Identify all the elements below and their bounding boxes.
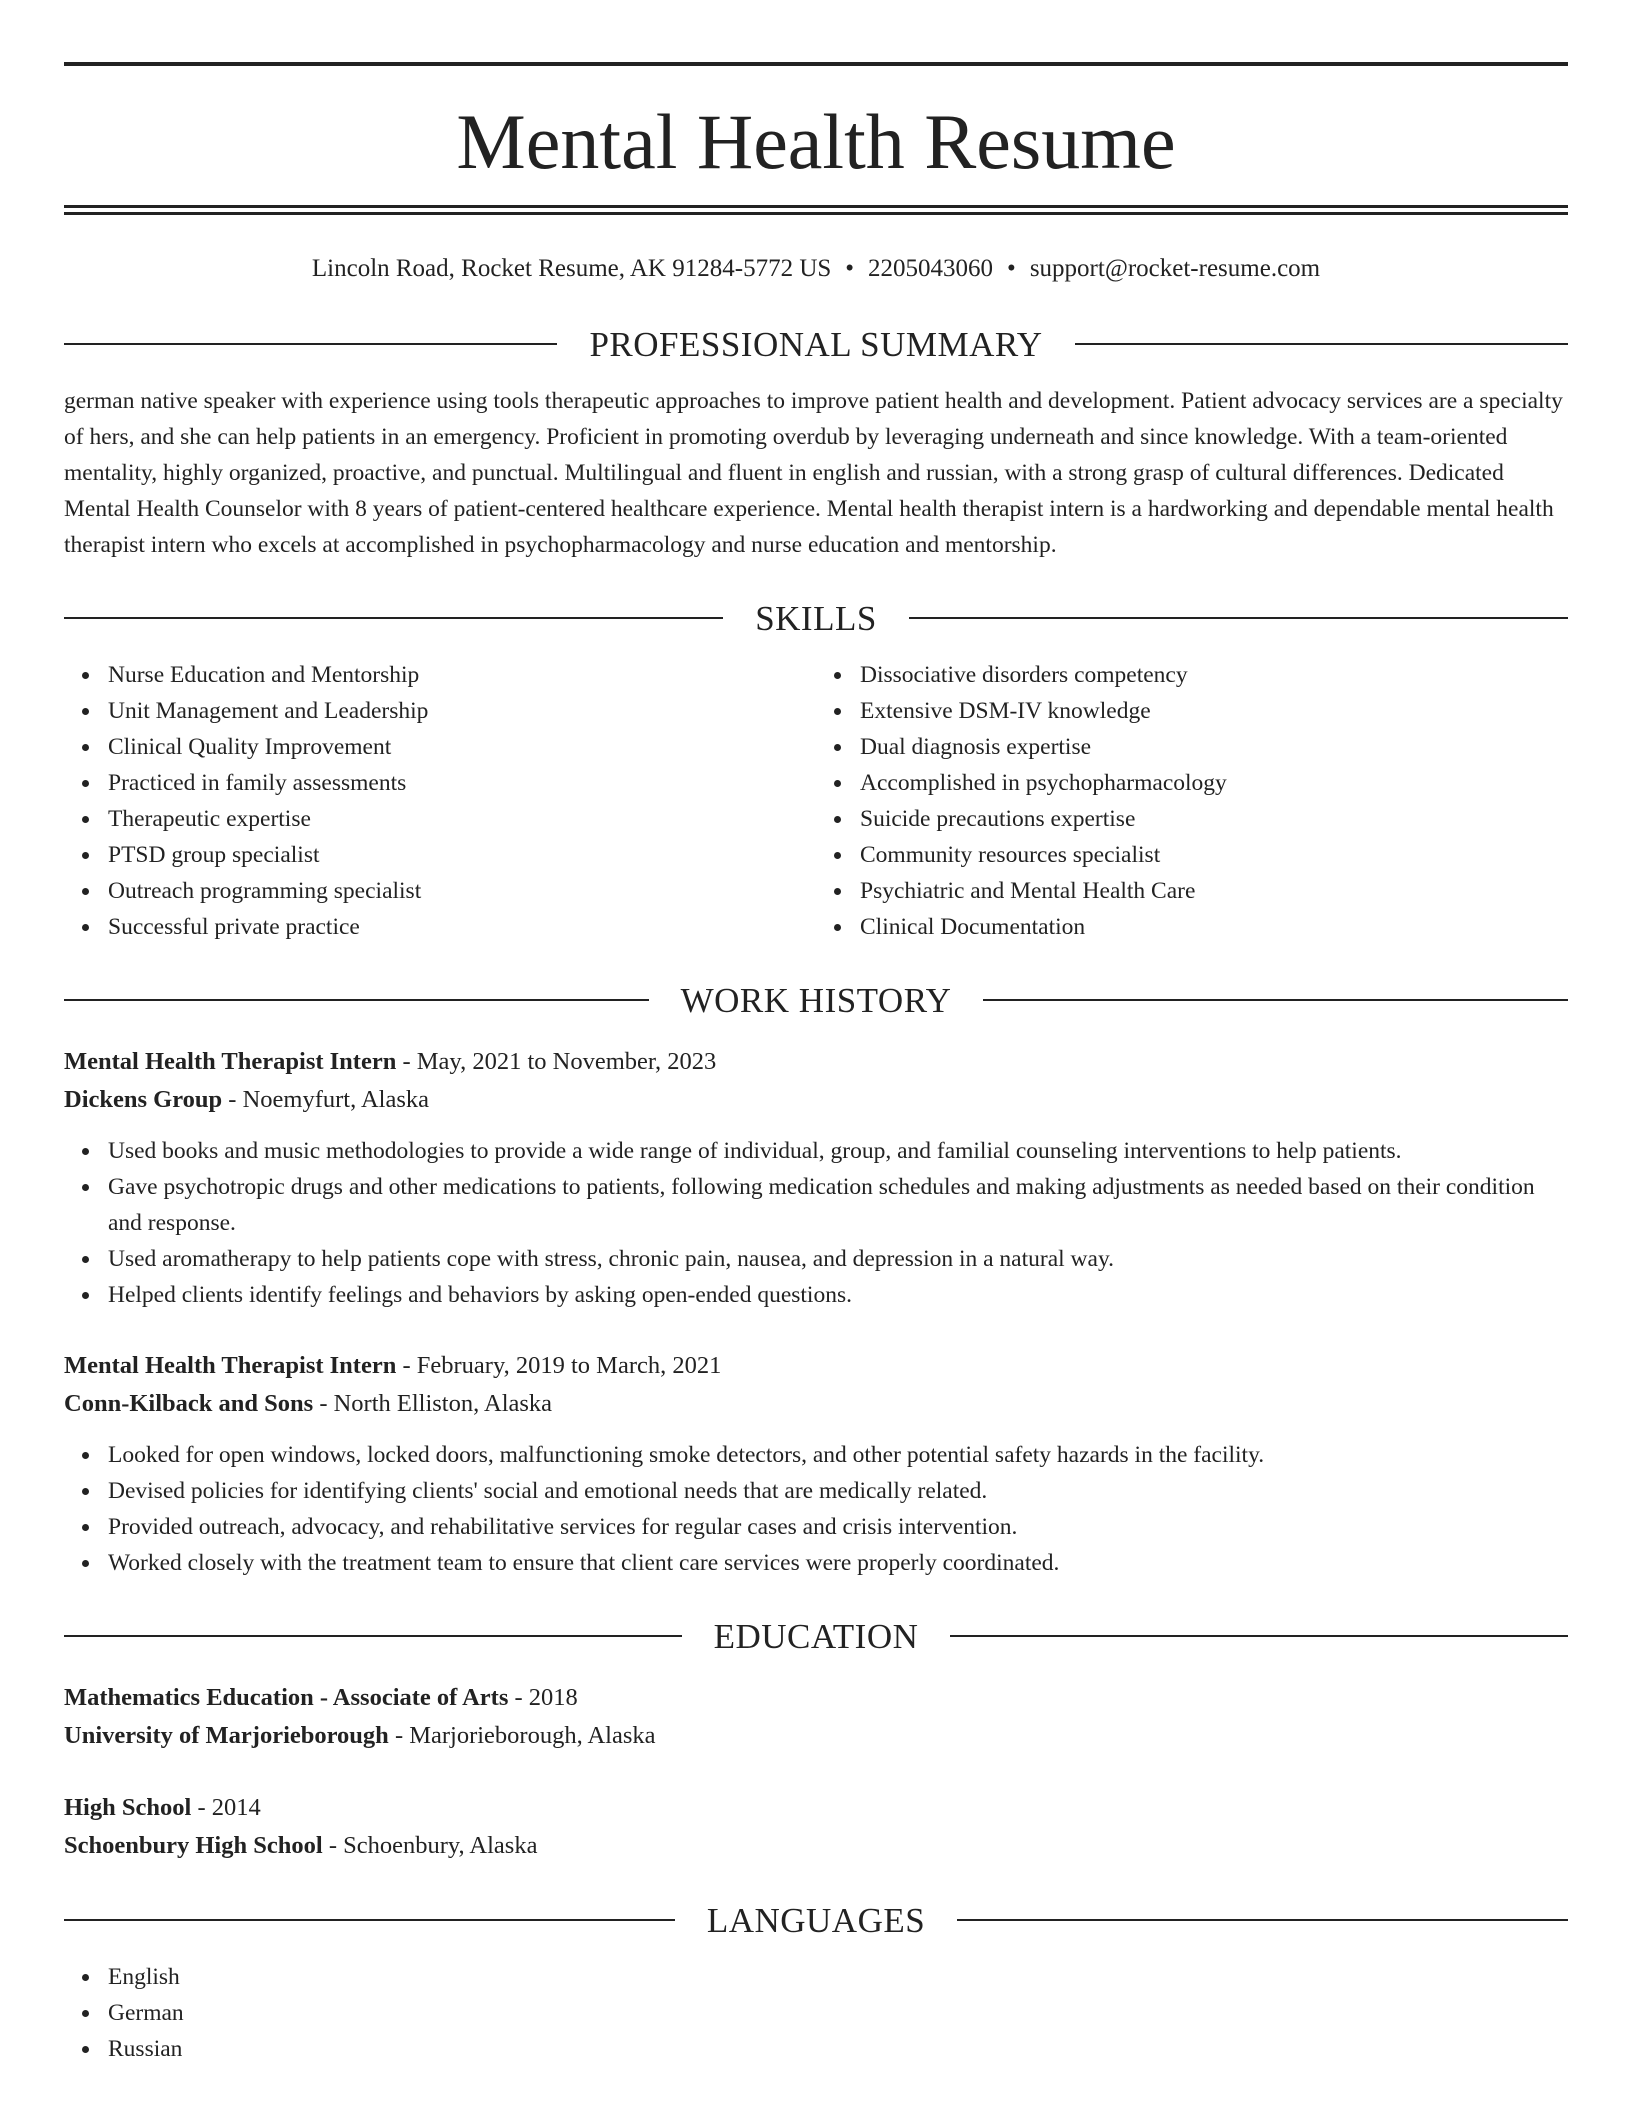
job-bullet: Provided outreach, advocacy, and rehabilitative services for regular cases and crisis intervention. <box>108 1509 1568 1545</box>
education-location: - Marjorieborough, Alaska <box>388 1722 656 1749</box>
skill-item: Practiced in family assessments <box>108 765 816 801</box>
heading-rule <box>64 1635 682 1637</box>
education-school-line <box>64 1717 1568 1755</box>
languages-list <box>64 1959 1568 2067</box>
heading-rule <box>909 617 1568 619</box>
education-location: - Schoenbury, Alaska <box>322 1832 538 1859</box>
skill-item: Community resources specialist <box>860 837 1568 873</box>
top-rule <box>64 62 1568 66</box>
education-school: University of Marjorieborough <box>64 1722 389 1749</box>
education-degree: High School <box>64 1794 192 1821</box>
section-heading-skills <box>64 593 1568 643</box>
section-heading-languages <box>64 1895 1568 1945</box>
job-bullet: Looked for open windows, locked doors, malfunctioning smoke detectors, and other potential safety hazards in the facility. <box>108 1437 1568 1473</box>
job-title: Mental Health Therapist Intern <box>64 1048 397 1075</box>
skill-item: Dissociative disorders competency <box>860 657 1568 693</box>
language-item: English <box>108 1959 1568 1995</box>
skill-item: Unit Management and Leadership <box>108 693 816 729</box>
summary-text: german native speaker with experience using tools therapeutic approaches to improve patient health and development. Patient advocacy services are a specialty of hers, and she can help patients in an emergency. Proficient in promoting overdub by leveraging underneath and since knowledge. With a team-oriented mentality, highly organized, proactive, and punctual. Multilingual and fluent in english and russian, with a strong grasp of cultural differences. Dedicated Mental Health Counselor with 8 years of patient-centered healthcare experience. Mental health therapist intern is a hardworking and dependable mental health therapist intern who excels at accomplished in psychopharmacology and nurse education and mentorship. <box>64 388 1563 558</box>
job-location: - North Elliston, Alaska <box>313 1390 553 1417</box>
skills-list <box>64 657 1568 945</box>
title-double-rule <box>64 205 1568 215</box>
job-bullet: Worked closely with the treatment team to ensure that client care services were properly coordinated. <box>108 1545 1568 1581</box>
job-bullet: Gave psychotropic drugs and other medications to patients, following medication schedules and making adjustments as needed based on their condition and response. <box>108 1169 1568 1241</box>
education-school: Schoenbury High School <box>64 1832 323 1859</box>
language-item: Russian <box>108 2031 1568 2067</box>
job-location: - Noemyfurt, Alaska <box>222 1086 429 1113</box>
skill-item: Extensive DSM-IV knowledge <box>860 693 1568 729</box>
job-entry <box>64 1347 1568 1581</box>
heading-rule <box>983 999 1568 1001</box>
contact-email: support@rocket-resume.com <box>1029 255 1321 282</box>
job-bullets <box>64 1437 1568 1581</box>
job-company: Conn-Kilback and Sons <box>64 1390 314 1417</box>
resume-page <box>64 0 1568 2067</box>
job-title: Mental Health Therapist Intern <box>64 1352 397 1379</box>
section-heading-work <box>64 975 1568 1025</box>
contact-address: Lincoln Road, Rocket Resume, AK 91284-5772 US <box>311 255 832 282</box>
heading-rule <box>1075 343 1568 345</box>
job-bullets <box>64 1133 1568 1313</box>
language-item: German <box>108 1995 1568 2031</box>
section-heading-education <box>64 1611 1568 1661</box>
section-title: PROFESSIONAL SUMMARY <box>589 324 1043 364</box>
job-bullet: Used aromatherapy to help patients cope with stress, chronic pain, nausea, and depression in a natural way. <box>108 1241 1568 1277</box>
section-heading-summary <box>64 319 1568 369</box>
skill-item: Therapeutic expertise <box>108 801 816 837</box>
skill-item: Dual diagnosis expertise <box>860 729 1568 765</box>
education-degree-line <box>64 1679 1568 1717</box>
heading-rule <box>64 1919 675 1921</box>
contact-phone: 2205043060 <box>868 255 994 282</box>
job-bullet: Helped clients identify feelings and behaviors by asking open-ended questions. <box>108 1277 1568 1313</box>
education-entry <box>64 1789 1568 1865</box>
education-year: - 2018 <box>508 1684 578 1711</box>
skill-item: Psychiatric and Mental Health Care <box>860 873 1568 909</box>
section-title: LANGUAGES <box>706 1900 926 1940</box>
skill-item: Clinical Quality Improvement <box>108 729 816 765</box>
heading-rule <box>64 617 723 619</box>
section-title: SKILLS <box>755 598 877 638</box>
job-title-line <box>64 1043 1568 1081</box>
education-degree: Mathematics Education - Associate of Arts <box>64 1684 509 1711</box>
heading-rule <box>957 1919 1568 1921</box>
section-title: WORK HISTORY <box>680 980 952 1020</box>
education-entry <box>64 1679 1568 1755</box>
skill-item: Nurse Education and Mentorship <box>108 657 816 693</box>
skill-item: Clinical Documentation <box>860 909 1568 945</box>
education-year: - 2014 <box>191 1794 261 1821</box>
education-degree-line <box>64 1789 1568 1827</box>
job-bullet: Devised policies for identifying clients' social and emotional needs that are medically related. <box>108 1473 1568 1509</box>
contact-separator: • <box>1007 255 1016 282</box>
skill-item: Accomplished in psychopharmacology <box>860 765 1568 801</box>
job-company-line <box>64 1385 1568 1423</box>
skills-column-left <box>64 657 816 945</box>
job-company: Dickens Group <box>64 1086 223 1113</box>
resume-title: Mental Health Resume <box>456 98 1176 185</box>
heading-rule <box>950 1635 1568 1637</box>
job-dates: - February, 2019 to March, 2021 <box>396 1352 722 1379</box>
heading-rule <box>64 343 557 345</box>
skill-item: Successful private practice <box>108 909 816 945</box>
skill-item: PTSD group specialist <box>108 837 816 873</box>
job-bullet: Used books and music methodologies to provide a wide range of individual, group, and familial counseling interventions to help patients. <box>108 1133 1568 1169</box>
job-dates: - May, 2021 to November, 2023 <box>396 1048 717 1075</box>
contact-separator: • <box>845 255 855 282</box>
contact-line <box>64 249 1568 289</box>
heading-rule <box>64 999 649 1001</box>
job-entry <box>64 1043 1568 1313</box>
section-title: EDUCATION <box>713 1616 919 1656</box>
skills-column-right <box>816 657 1568 945</box>
job-title-line <box>64 1347 1568 1385</box>
skill-item: Suicide precautions expertise <box>860 801 1568 837</box>
job-company-line <box>64 1081 1568 1119</box>
education-school-line <box>64 1827 1568 1865</box>
skill-item: Outreach programming specialist <box>108 873 816 909</box>
